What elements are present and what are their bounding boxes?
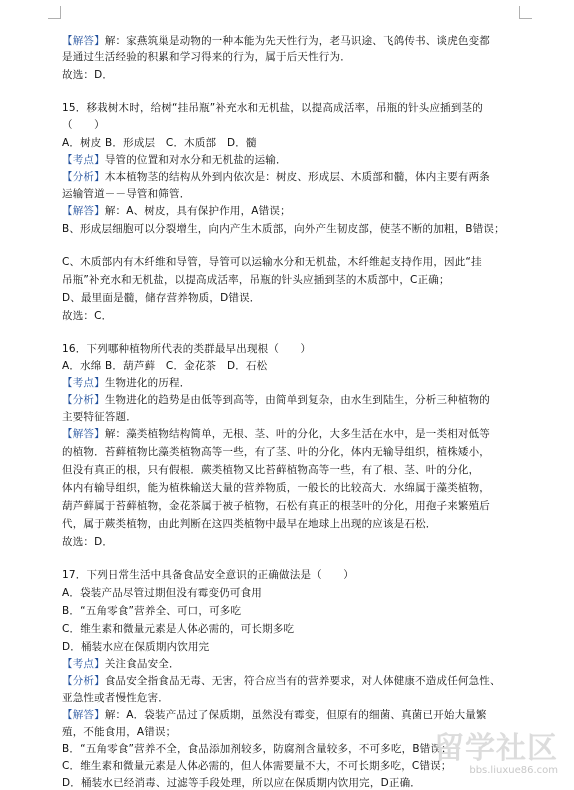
text-line — [62, 273, 450, 287]
labeled-line — [62, 376, 190, 390]
text-line — [62, 499, 490, 513]
line-text: 故选：C． — [62, 310, 113, 322]
labeled-line — [62, 170, 490, 184]
text-line — [62, 187, 190, 201]
line-text: 关注食品安全． — [104, 658, 180, 670]
labeled-line — [62, 708, 487, 722]
line-text: 体内有输导组织，能为植株输送大量的营养物质，一般长的比较高大．水绵属于藻类植物， — [62, 482, 490, 494]
text-line — [62, 255, 482, 269]
line-text: 导管的位置和对水分和无机盐的运输． — [104, 154, 287, 166]
line-text: 主要特征答题． — [62, 411, 137, 423]
line-text: D．桶装水已经消毒、过滤等手段处理，所以应在保质期内饮用完，D正确． — [62, 777, 421, 789]
labeled-line — [62, 34, 490, 48]
section-tag: 【解答】 — [62, 35, 105, 47]
text-line — [62, 622, 294, 636]
line-text: 代，属于蕨类植物，由此判断在这四类植物中最早在地球上出现的应该是石松． — [62, 518, 437, 530]
line-text: 木本植物茎的结构从外到内依次是：树皮、形成层、木质部和髓，体内主要有两条 — [104, 171, 491, 183]
labeled-line — [62, 393, 490, 407]
line-text: 生物进化的趋势是由低等到高等，由简单到复杂，由水生到陆生，分析三种植物的 — [104, 394, 491, 406]
text-line — [62, 445, 490, 459]
text-line — [62, 742, 452, 756]
labeled-line — [62, 153, 287, 167]
text-line — [62, 517, 437, 531]
section-tag: 【分析】 — [62, 394, 105, 406]
labeled-line — [62, 204, 291, 218]
line-text: C、木质部内有木纤维和导管，导管可以运输水分和无机盐，木纤维起支持作用，因此“挂 — [62, 256, 482, 268]
watermark-url: bbs.liuxue86.com — [469, 765, 558, 776]
line-text: 15．移栽树木时，给树“挂吊瓶”补充水和无机盐，以提高成活率，吊瓶的针头应插到茎的 — [62, 102, 483, 114]
line-text: 亚急性或者慢性危害． — [62, 692, 169, 704]
line-text: A．袋装产品尽管过期但没有霉变仍可食用 — [62, 587, 262, 599]
line-text: 但没有真正的根，只有假根．蕨类植物又比苔藓植物高等一些，有了根、茎、叶的分化， — [62, 464, 480, 476]
text-line — [62, 291, 260, 305]
text-line — [62, 50, 351, 64]
text-line — [62, 586, 262, 600]
watermark — [434, 733, 558, 777]
section-tag: 【分析】 — [62, 675, 105, 687]
line-text: 故选：D． — [62, 536, 114, 548]
line-text: 解：A．袋装产品过了保质期，虽然没有霉变，但原有的细菌、真菌已开始大量繁 — [104, 709, 487, 721]
line-text: B．“五角零食”营养全、可口，可多吃 — [62, 605, 242, 617]
text-line — [62, 309, 112, 323]
text-line — [62, 359, 267, 373]
line-text: A．水绵 B．葫芦藓 C．金花茶 D．石松 — [62, 360, 268, 372]
text-line — [62, 535, 113, 549]
section-tag: 【考点】 — [62, 377, 105, 389]
section-tag: 【考点】 — [62, 154, 105, 166]
text-line — [62, 342, 311, 356]
line-text: （ ） — [62, 119, 105, 131]
text-line — [62, 759, 452, 773]
labeled-line — [62, 427, 490, 441]
line-text: 解：A、树皮，具有保护作用，A错误； — [104, 205, 291, 217]
watermark-logo: 留学社区 — [434, 731, 558, 766]
line-text: 葫芦藓属于苔藓植物，金花茶属于被子植物，石松有真正的根茎叶的分化，用孢子来繁殖后 — [62, 500, 490, 512]
text-line — [62, 776, 421, 790]
text-line — [62, 691, 169, 705]
section-tag: 【分析】 — [62, 171, 105, 183]
text-line — [62, 481, 490, 495]
line-text: 解：家燕筑巢是动物的一种本能为先天性行为，老马识途、飞鸽传书、谈虎色变都 — [104, 35, 491, 47]
labeled-line — [62, 657, 180, 671]
text-line — [62, 725, 176, 739]
text-line — [62, 463, 479, 477]
text-line — [62, 222, 505, 236]
text-line — [62, 68, 113, 82]
line-text: B、形成层细胞可以分裂增生，向内产生木质部，向外产生韧皮部，使茎不断的加粗，B错误； — [62, 223, 505, 235]
line-text: 解：藻类植物结构简单，无根、茎、叶的分化，大多生活在水中，是一类相对低等 — [104, 428, 491, 440]
line-text: 是通过生活经验的积累和学习得来的行为，属于后天性行为． — [62, 51, 351, 63]
section-tag: 【解答】 — [62, 428, 105, 440]
line-text: 的植物．苔藓植物比藻类植物高等一些，有了茎、叶的分化，体内无输导组织，植株矮小， — [62, 446, 490, 458]
line-text: A．树皮 B．形成层 C．木质部 D．髓 — [62, 137, 257, 149]
text-line — [62, 640, 209, 654]
text-line — [62, 410, 137, 424]
line-text: C．维生素和微量元素是人体必需的，可长期多吃 — [62, 623, 295, 635]
line-text: 食品安全指食品无毒、无害，符合应当有的营养要求，对人体健康不造成任何急性、 — [104, 675, 501, 687]
line-text: D、最里面是髓，储存营养物质，D错误． — [62, 292, 261, 304]
line-text: B．“五角零食”营养不全，食品添加剂较多，防腐剂含量较多，不可多吃，B错误； — [62, 743, 452, 755]
line-text: 殖，不能食用，A错误； — [62, 726, 177, 738]
labeled-line — [62, 674, 501, 688]
crop-mark-top-right — [519, 6, 532, 19]
line-text: C．维生素和微量元素是人体必需的，但人体需要量不大，不可长期多吃，C错误； — [62, 760, 452, 772]
text-line — [62, 118, 105, 132]
text-line — [62, 604, 241, 618]
section-tag: 【解答】 — [62, 709, 105, 721]
section-tag: 【考点】 — [62, 658, 105, 670]
section-tag: 【解答】 — [62, 205, 105, 217]
line-text: 运输管道－－导管和筛管． — [62, 188, 191, 200]
line-text: 故选：D． — [62, 69, 114, 81]
line-text: D．桶装水应在保质期内饮用完 — [62, 641, 210, 653]
line-text: 17．下列日常生活中具备食品安全意识的正确做法是（ ） — [62, 569, 354, 581]
crop-mark-top-left — [48, 6, 61, 19]
text-line — [62, 136, 257, 150]
text-line — [62, 568, 354, 582]
line-text: 16．下列哪种植物所代表的类群最早出现根（ ） — [62, 343, 312, 355]
line-text: 吊瓶”补充水和无机盐，以提高成活率，吊瓶的针头应插到茎的木质部中，C正确； — [62, 274, 450, 286]
line-text: 生物进化的历程． — [104, 377, 191, 389]
text-line — [62, 101, 483, 115]
